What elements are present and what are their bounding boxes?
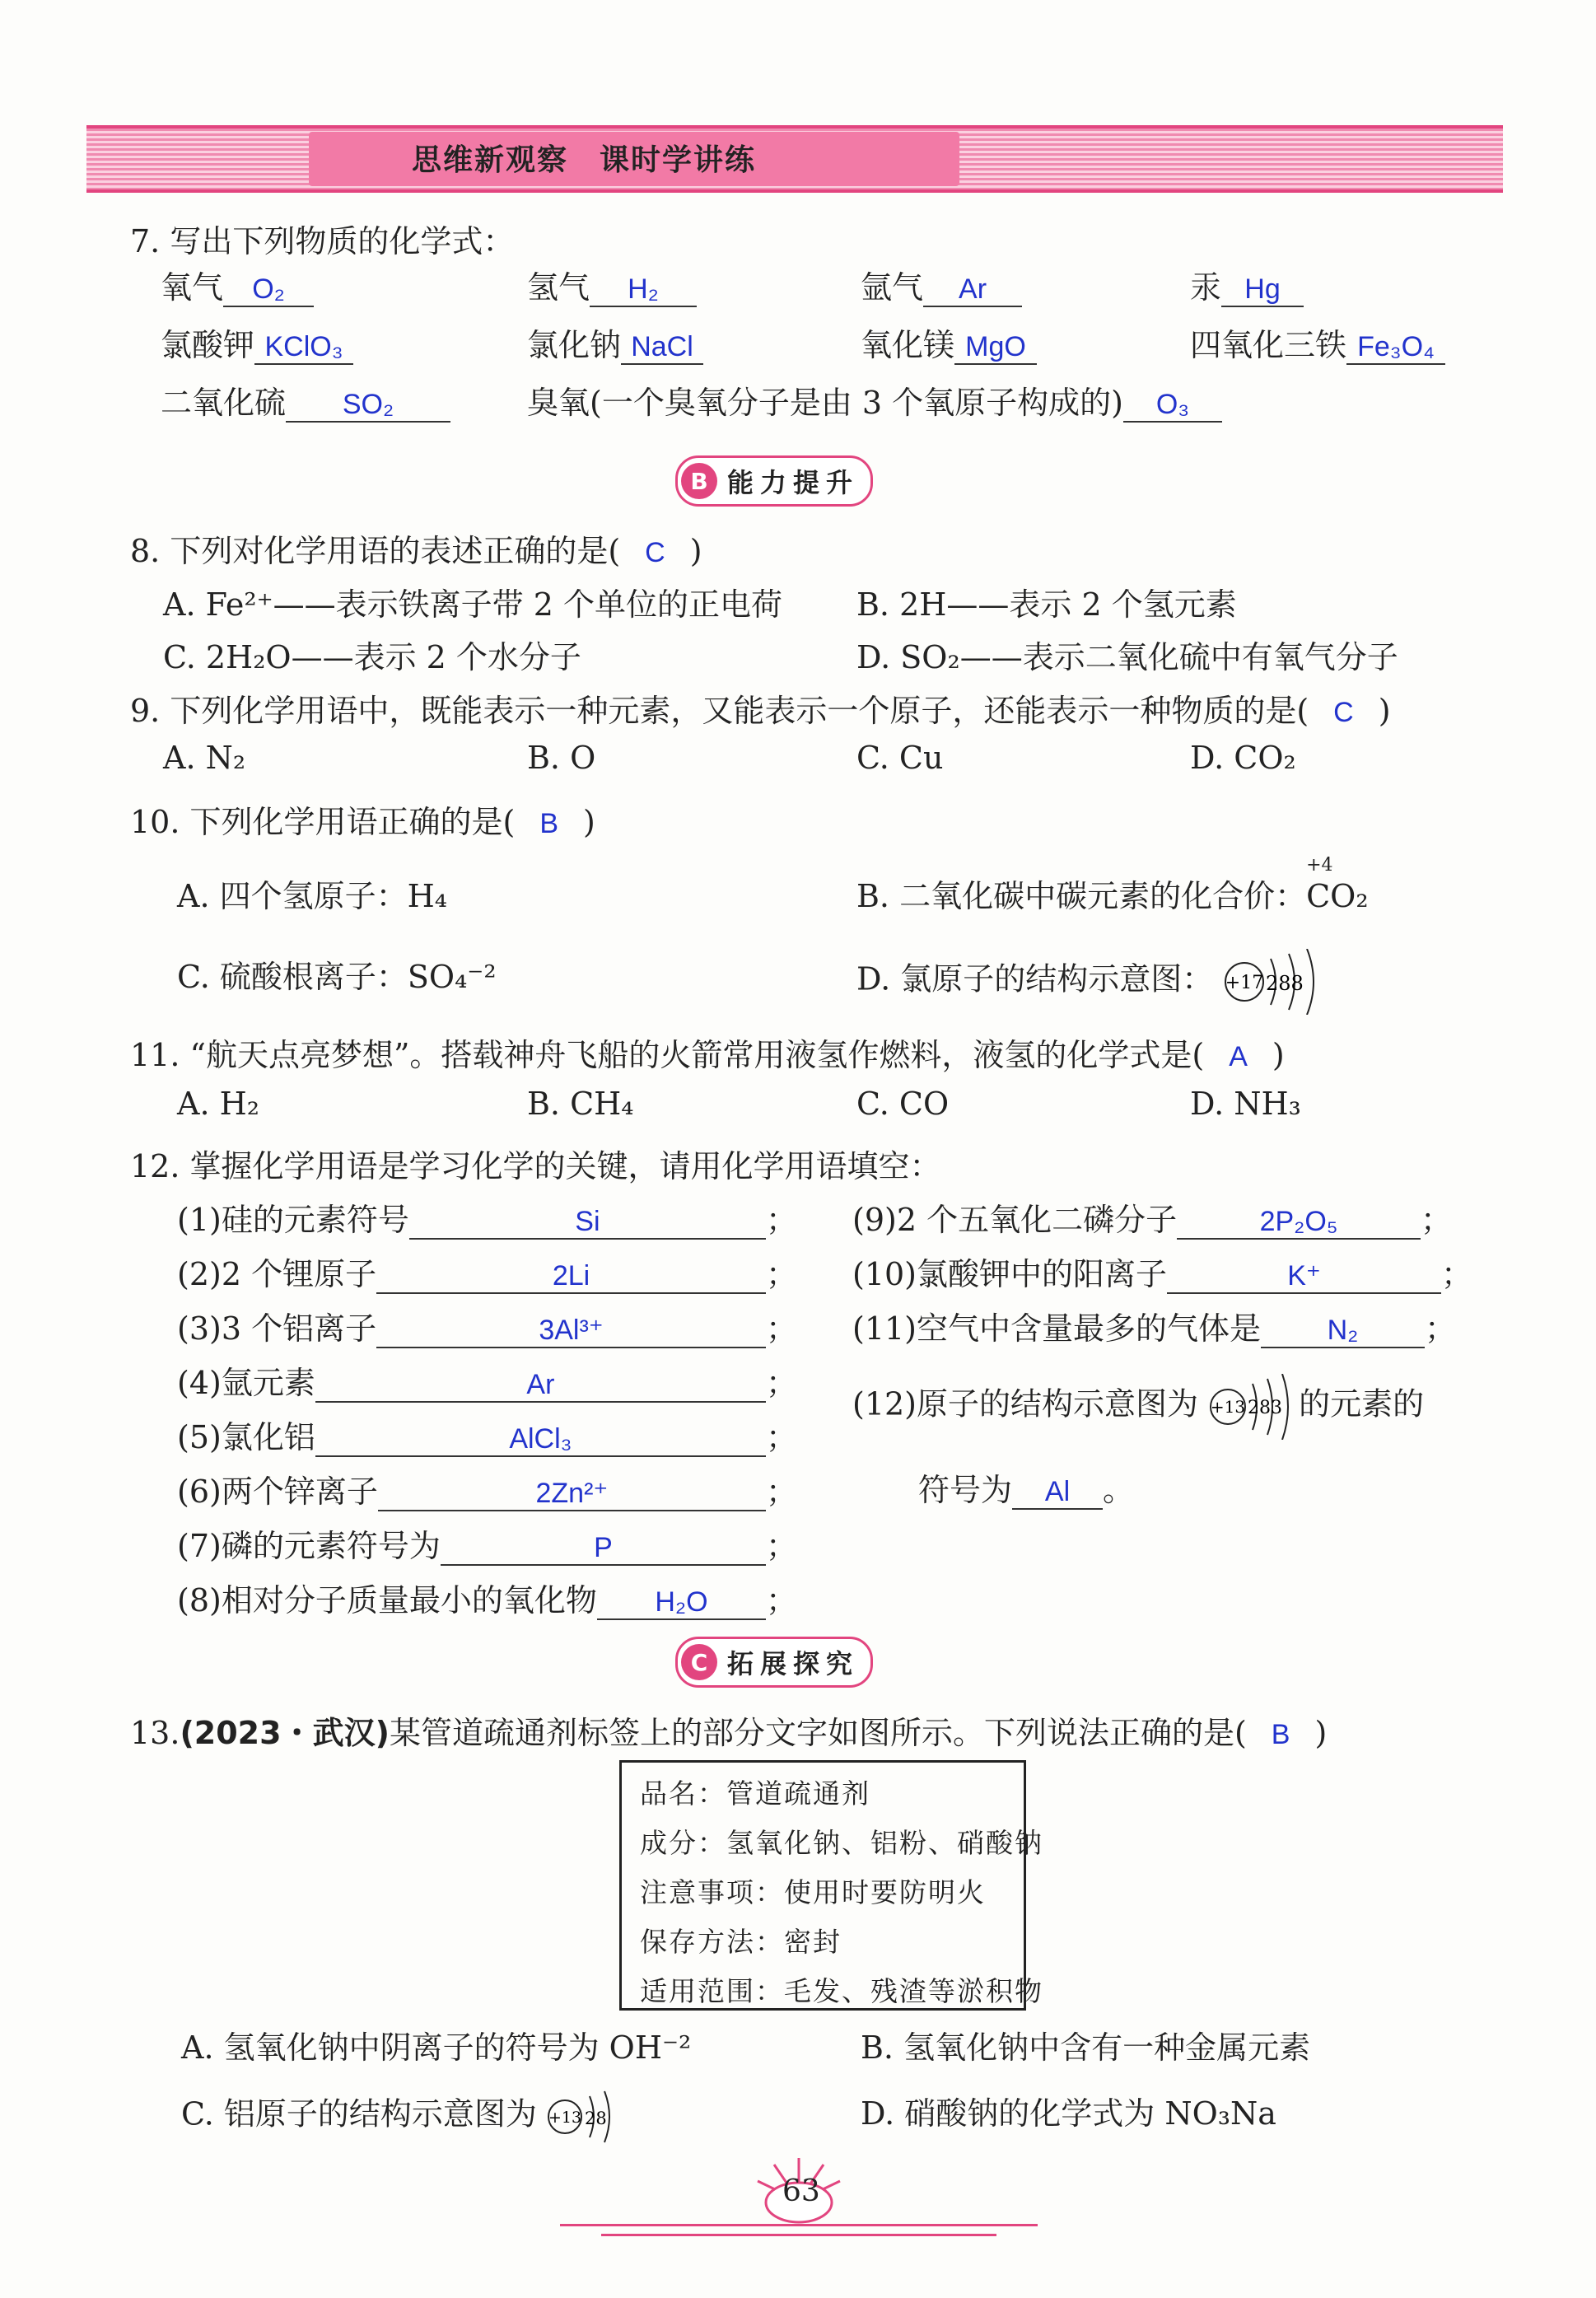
q12-left-item: (6)两个锌离子 2Zn²⁺ ； xyxy=(177,1474,798,1510)
q7-answer: H₂ xyxy=(628,273,659,305)
section-b-title: 能力提升 xyxy=(727,467,860,498)
q8-option-a: A. Fe²⁺——表示铁离子带 2 个单位的正电荷 xyxy=(163,586,783,623)
label-line: 成分：氢氧化钠、铝粉、硝酸钠 xyxy=(640,1827,1043,1859)
q12-answer: 3Al³⁺ xyxy=(539,1315,604,1346)
q12-blank xyxy=(376,1258,766,1294)
q10-valence: +4 xyxy=(1306,855,1333,876)
q12-blank xyxy=(1177,1203,1421,1240)
q12-blank xyxy=(441,1530,766,1566)
section-c-letter: C xyxy=(681,1644,717,1680)
header-title: 思维新观察 课时学讲练 xyxy=(412,143,757,177)
q7-item: 氧化镁 MgO xyxy=(861,320,1037,365)
q8-option-b: B. 2H——表示 2 个氢元素 xyxy=(856,586,1237,623)
q7-answer: MgO xyxy=(965,331,1026,362)
q7-stem: 7. 写出下列物质的化学式： xyxy=(130,223,515,259)
q12-answer: Si xyxy=(575,1206,600,1237)
q9-option-a: A. N₂ xyxy=(163,740,246,776)
q12-answer: 2P₂O₅ xyxy=(1259,1206,1338,1237)
q7-answer: KClO₃ xyxy=(264,331,343,362)
aluminum-atom-diagram-icon xyxy=(547,2088,621,2146)
label-line: 适用范围：毛发、残渣等淤积物 xyxy=(640,1975,1043,2007)
q12-answer: H₂O xyxy=(655,1586,708,1618)
q7-item: 氧气 O₂ xyxy=(161,262,314,307)
q12-left-item: (3)3 个铝离子 3Al³⁺ ； xyxy=(177,1310,798,1347)
q7-item: 二氧化硫 SO₂ xyxy=(161,377,450,423)
q12-answer: 2Li xyxy=(552,1260,590,1291)
product-label-box xyxy=(619,1760,1043,2011)
q8-stem: 8. 下列对化学用语的表述正确的是( C ) xyxy=(130,533,702,569)
q9-option-b: B. O xyxy=(527,740,596,776)
q7-answer: SO₂ xyxy=(342,389,394,420)
q12-blank xyxy=(409,1203,766,1240)
label-line: 保存方法：密封 xyxy=(640,1926,842,1958)
q7-item: 氯化钠 NaCl xyxy=(527,320,703,365)
q7-item: 氩气 Ar xyxy=(861,262,1022,307)
q10-shells: 288 xyxy=(1266,972,1304,995)
q7-answer: O₂ xyxy=(252,273,285,305)
q12-item12-nucleus: +13 xyxy=(1211,1397,1246,1417)
q12-blank xyxy=(315,1421,766,1457)
q10-option-c: C. 硫酸根离子：SO₄⁻² xyxy=(177,959,497,995)
q8-option-c: C. 2H₂O——表示 2 个水分子 xyxy=(163,639,581,675)
q12-blank xyxy=(1261,1312,1425,1348)
q7-answer: O₃ xyxy=(1155,389,1190,420)
page-number: 63 xyxy=(782,2174,820,2208)
q13-stem: 13.(2023・武汉)某管道疏通剂标签上的部分文字如图所示。下列说法正确的是( B ) xyxy=(130,1715,1328,1751)
q7-item: 氢气 H₂ xyxy=(527,262,697,307)
section-b-badge xyxy=(675,455,873,507)
q12-blank xyxy=(315,1366,766,1403)
q12-left-item: (5)氯化铝 AlCl₃ ； xyxy=(177,1419,798,1455)
q12-left-item: (1)硅的元素符号 Si ； xyxy=(177,1202,798,1238)
q7-answer: Fe₃O₄ xyxy=(1357,331,1435,362)
q13-source: (2023・武汉) xyxy=(180,1715,390,1751)
q10-formula: CO₂ xyxy=(1306,878,1369,914)
q7-item: 四氧化三铁 Fe₃O₄ xyxy=(1190,320,1445,365)
q12-blank xyxy=(1167,1258,1441,1294)
q11-option-a: A. H₂ xyxy=(177,1086,259,1122)
q12-left-item: (2)2 个锂原子 2Li ； xyxy=(177,1256,798,1292)
q10-option-b: B. 二氧化碳中碳元素的化合价： +4 CO₂ xyxy=(856,855,1369,914)
q7-answer: Hg xyxy=(1244,273,1281,305)
q10-option-a: A. 四个氢原子：H₄ xyxy=(177,878,447,914)
q12-answer: K⁺ xyxy=(1287,1260,1321,1291)
q13-option-d: D. 硝酸钠的化学式为 NO₃Na xyxy=(861,2095,1276,2132)
q12-answer: 2Zn²⁺ xyxy=(535,1478,609,1509)
q12-right-item: (11)空气中含量最多的气体是 N₂ ； xyxy=(852,1310,1457,1347)
label-line: 品名：管道疏通剂 xyxy=(640,1777,870,1810)
q7-item: 氯酸钾 KClO₃ xyxy=(161,320,353,365)
label-line: 注意事项：使用时要防明火 xyxy=(640,1876,986,1908)
q12-answer: N₂ xyxy=(1327,1315,1359,1346)
section-b-letter: B xyxy=(681,463,717,499)
q12-blank xyxy=(597,1584,766,1620)
q12-answer: AlCl₃ xyxy=(509,1423,572,1455)
aluminum-atom-diagram-icon xyxy=(1208,1374,1299,1440)
q11-option-c: C. CO xyxy=(856,1086,950,1122)
q12-item12-line2: 符号为 Al 。 xyxy=(918,1472,1135,1508)
section-c-title: 拓展探究 xyxy=(727,1648,860,1679)
q7-item: 臭氧(一个臭氧分子是由 3 个氧原子构成的) O₃ xyxy=(527,377,1222,423)
q13-option-a: A. 氢氧化钠中阴离子的符号为 OH⁻² xyxy=(181,2029,692,2066)
q12-left-item: (4)氩元素 Ar ； xyxy=(177,1365,798,1401)
q12-left-item: (7)磷的元素符号为 P ； xyxy=(177,1528,798,1564)
q7-item: 汞 Hg xyxy=(1190,262,1304,307)
q8-answer: C xyxy=(645,537,665,568)
q12-item12: (12)原子的结构示意图为 +13 283 的元素的 xyxy=(852,1374,1424,1440)
q9-answer: C xyxy=(1333,697,1354,728)
q13-option-c: C. 铝原子的结构示意图为 +13 28 xyxy=(181,2088,621,2146)
q12-item12-shells: 283 xyxy=(1248,1398,1283,1418)
q12-blank xyxy=(376,1312,766,1348)
q7-answer: Ar xyxy=(959,273,987,305)
footer-line xyxy=(601,2234,996,2236)
q11-option-b: B. CH₄ xyxy=(527,1086,634,1122)
q8-option-d: D. SO₂——表示二氧化硫中有氧气分子 xyxy=(856,639,1398,675)
q9-option-d: D. CO₂ xyxy=(1190,740,1296,776)
q12-right-item: (10)氯酸钾中的阳离子 K⁺ ； xyxy=(852,1256,1473,1292)
chlorine-atom-diagram-icon xyxy=(1223,949,1346,1015)
section-c-badge xyxy=(675,1637,873,1688)
q12-blank xyxy=(378,1475,766,1511)
q12-left-item: (8)相对分子质量最小的氧化物 H₂O ； xyxy=(177,1582,798,1618)
q13-answer: B xyxy=(1271,1719,1290,1750)
q12-stem: 12. 掌握化学用语是学习化学的关键，请用化学用语填空： xyxy=(130,1148,941,1184)
header-banner xyxy=(86,125,1503,193)
q12-answer: Ar xyxy=(526,1369,555,1400)
q11-option-d: D. NH₃ xyxy=(1190,1086,1301,1122)
q7-answer: NaCl xyxy=(631,331,693,362)
q12-item12-answer: Al xyxy=(1044,1476,1071,1507)
q11-stem: 11. “航天点亮梦想”。搭载神舟飞船的火箭常用液氢作燃料，液氢的化学式是( A ) xyxy=(130,1037,1285,1073)
q13-c-shells: 28 xyxy=(584,2109,607,2128)
q11-answer: A xyxy=(1229,1041,1248,1072)
q13-c-nucleus: +13 xyxy=(548,2109,582,2127)
q10-answer: B xyxy=(539,808,559,839)
q10-nucleus: +17 xyxy=(1225,973,1264,993)
q12-answer: P xyxy=(594,1532,613,1563)
q13-option-b: B. 氢氧化钠中含有一种金属元素 xyxy=(861,2029,1311,2066)
q9-option-c: C. Cu xyxy=(856,740,944,776)
q10-option-d: D. 氯原子的结构示意图： +17 288 xyxy=(856,949,1346,1015)
q10-stem: 10. 下列化学用语正确的是( B ) xyxy=(130,804,595,840)
q12-right-item: (9)2 个五氧化二磷分子 2P₂O₅ ； xyxy=(852,1202,1453,1238)
q9-stem: 9. 下列化学用语中，既能表示一种元素，又能表示一个原子，还能表示一种物质的是( C ) xyxy=(130,693,1391,729)
